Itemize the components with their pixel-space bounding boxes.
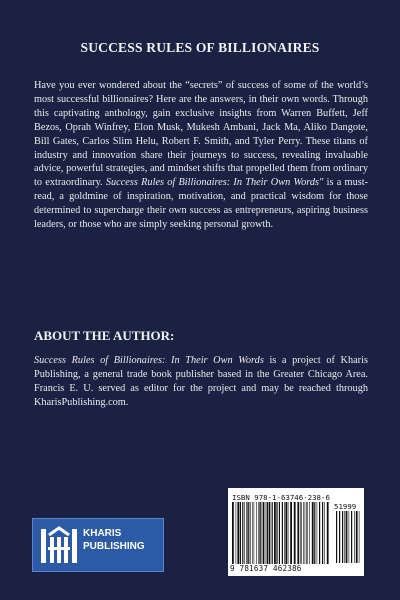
barcode-bar	[285, 502, 287, 564]
barcode-bar	[306, 502, 307, 564]
author-book-title: Success Rules of Billionaires: In Their Own Words	[34, 355, 264, 366]
description-text: Have you ever wondered about the “secrets” of success of some of the world’s most successful billionaires? Here are the answers, in their own words. Through this captivating anthology, gain exclusive insights from Warren Buffett, Jeff Bezos, Oprah Winfrey, Elon Musk, Mukesh Ambani, Jack Ma, Aliko Dangote, Bill Gates, Carlos Slim Helu, Robert F. Smith, and Tyler Perry. These titans of industry and innovation share their journeys to success, revealing invaluable advice, powerful strategies, and mindset shifts that propelled them from ordinary to extraordinary.	[34, 80, 368, 189]
barcode-bar	[263, 502, 265, 564]
barcode-bar	[317, 502, 318, 564]
barcode-bar	[294, 502, 296, 564]
barcode-bar	[327, 502, 329, 564]
barcode-bar	[342, 511, 343, 563]
barcode-bar	[349, 511, 350, 563]
barcode-bar	[237, 502, 239, 564]
barcode-bar	[346, 511, 348, 563]
barcode-bar	[319, 502, 320, 564]
barcode-bar	[290, 502, 292, 564]
barcode-bar	[254, 502, 255, 564]
barcode-bar	[359, 511, 360, 563]
barcode-bar	[336, 511, 337, 563]
isbn-number: ISBN 978-1-63746-238-6	[232, 493, 330, 502]
barcode-bar	[284, 502, 285, 564]
publisher-emblem-icon	[39, 525, 79, 567]
barcode-bar	[309, 502, 310, 564]
publisher-name-line2: PUBLISHING	[83, 541, 145, 552]
description-book-title: Success Rules of Billionaires: In Their Own Words"	[105, 177, 324, 189]
barcode-bar	[272, 502, 273, 564]
barcode-bar	[260, 502, 261, 564]
barcode-bar	[266, 502, 267, 564]
barcode-bar	[288, 502, 289, 564]
barcode-bar	[252, 502, 253, 564]
barcode-bar	[256, 502, 257, 564]
barcode-bar	[232, 502, 234, 564]
about-author-text	[34, 354, 368, 410]
barcode-bar	[305, 502, 306, 564]
publisher-logo	[32, 518, 164, 572]
barcode-bar	[279, 502, 280, 564]
barcode-bar	[242, 502, 243, 564]
barcode-bar	[344, 511, 345, 563]
barcode-bar	[314, 502, 315, 564]
barcode-bar	[267, 502, 268, 564]
barcode-bar	[274, 502, 276, 564]
barcode-bar	[258, 502, 259, 564]
barcode-bar	[276, 502, 277, 564]
barcode-bar	[324, 502, 325, 564]
about-author-heading: ABOUT THE AUTHOR:	[34, 328, 175, 343]
barcode-bar	[248, 502, 249, 564]
barcode-bar	[351, 511, 352, 563]
barcode-bar	[303, 502, 304, 564]
publisher-name	[83, 527, 145, 553]
price-code: 51999	[334, 502, 357, 511]
barcode-bar	[269, 502, 271, 564]
barcode-bar	[300, 502, 301, 564]
barcode-bar	[356, 511, 358, 563]
book-description	[34, 79, 368, 232]
isbn-barcode	[228, 488, 364, 576]
barcode-bar	[246, 502, 247, 564]
barcode-bar	[250, 502, 251, 564]
barcode-bar	[312, 502, 314, 564]
cover-title: SUCCESS RULES OF BILLIONAIRES	[80, 40, 320, 55]
publisher-name-line1: KHARIS	[83, 528, 122, 539]
barcode-bar	[244, 502, 245, 564]
barcode-bar	[297, 502, 299, 564]
barcode-bar	[240, 502, 241, 564]
barcode-bar	[354, 511, 355, 563]
price-barcode-bars	[336, 511, 360, 563]
barcode-bar	[339, 511, 340, 563]
barcode-bar	[322, 502, 323, 564]
barcode-bar	[236, 502, 237, 564]
author-description: is a project of Kharis Publishing, a general trade book publisher based in the Greater Chicago Area. Francis E. U. served as editor for the project and may be reached through KharisPublishing.com.	[34, 355, 368, 408]
ean-barcode-bars	[232, 502, 330, 564]
ean-digits: 9 781637 462386	[230, 564, 302, 573]
description-text-continued: is a must-read, a goldmine of inspiration, motivation, and practical wisdom for those determined to supercharge their own success as entrepreneurs, aspiring business leaders, or those who are simply seeking personal growth.	[34, 177, 369, 231]
barcode-bar	[282, 502, 283, 564]
